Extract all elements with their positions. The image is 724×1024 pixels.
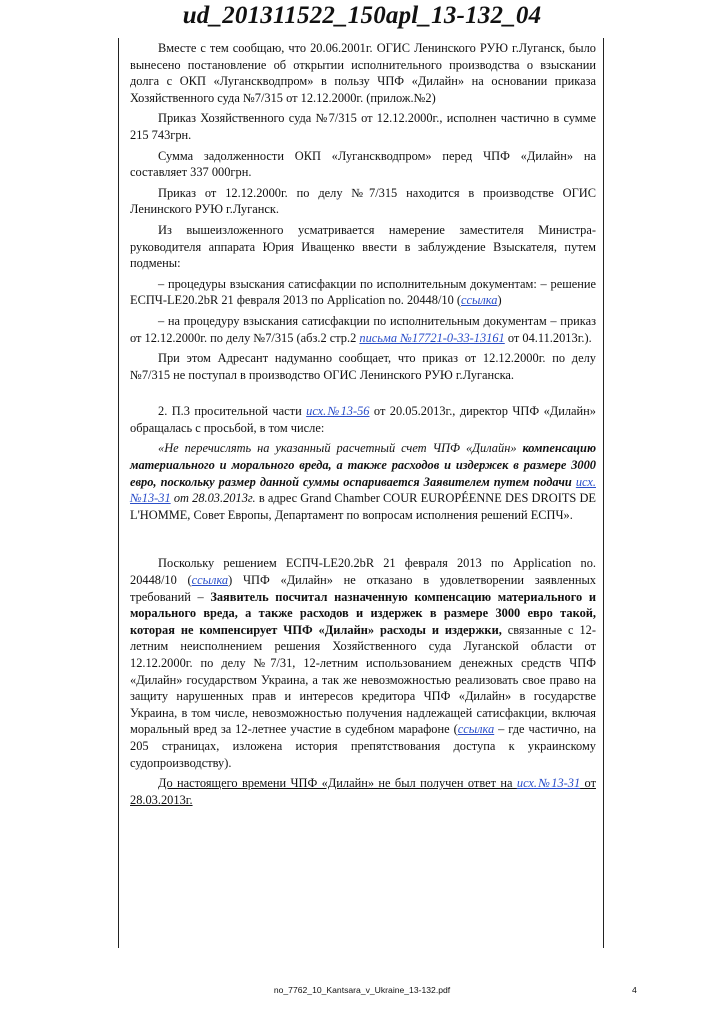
- paragraph: Из вышеизложенного усматривается намерение заместителя Министра-руководителя аппарата Юрия Иващенко ввести в заблуждение Взыскателя, путем подмены:: [130, 222, 596, 271]
- document-body: [130, 40, 596, 812]
- text-run-italic: от 28.03.2013г.: [170, 491, 256, 506]
- spacer: [130, 527, 596, 555]
- document-header-title: ud_201311522_150apl_13-132_04: [182, 2, 542, 29]
- paragraph-underlined: [130, 775, 596, 808]
- paragraph: [130, 555, 596, 771]
- paragraph: [130, 403, 596, 436]
- text-run: от 04.11.2013г.).: [504, 330, 592, 345]
- spacer: [130, 387, 596, 403]
- paragraph: [130, 276, 596, 309]
- paragraph: Сумма задолженности ОКП «Луганскводпром» перед ЧПФ «Дилайн» на составляет 337 000грн.: [130, 148, 596, 180]
- reference-link[interactable]: ссылка: [191, 573, 229, 588]
- paragraph: При этом Адресант надуманно сообщает, что приказ от 12.12.2000г. по делу №7/315 не поступал в производство ОГИС Ленинского РУЮ г.Луганска.: [130, 351, 596, 382]
- text-run: Поскольку решением ЕСПЧ-LE20.2bR 21 февраля 2013 по Application no. 20448/10 (: [130, 556, 596, 588]
- quoted-paragraph: [130, 440, 596, 523]
- paragraph: Вместе с тем сообщаю, что 20.06.2001г. ОГИС Ленинского РУЮ г.Луганск, было вынесено постановление об открытии исполнительного производства о взыскании долга с ОКП «Луганскводпром» в пользу ЧПФ «Дилайн» на основании приказа Хозяйственного суда №7/315 от 12.12.2000г. (прилож.№2): [130, 41, 596, 105]
- text-run: связанные с 12-летним неисполнением решения Хозяйственного суда Луганской области от 12.12.2000г. по делу №7/31, 12-летним использованием денежных средств ЧПФ «Дилайн» государством Украина, а так же невозможностью реализовать свое право на защиту нарушенных прав и интересов кредитора ЧПФ «Дилайн» в государстве Украина, в том числе, невозможностью получения надлежащей сатисфакции, включая моральный вред за 12-летнее участие в судебном марафоне (: [130, 622, 596, 737]
- reference-link[interactable]: ссылка: [461, 293, 498, 308]
- reference-link[interactable]: ссылка: [457, 722, 495, 737]
- text-run: от 20.05.2013г., директор ЧПФ «Дилайн» обращалась с просьбой, в том числе:: [130, 404, 596, 435]
- paragraph: Приказ от 12.12.2000г. по делу №7/315 находится в производстве ОГИС Ленинского РУЮ г.Луганск.: [130, 185, 596, 217]
- text-run-italic: «Не перечислять на указанный расчетный счет ЧПФ «Дилайн»: [158, 441, 523, 456]
- text-run: До настоящего времени ЧПФ «Дилайн» не был получен ответ на: [158, 776, 517, 791]
- text-run: – где частично, на 205 страницах, изложена история препятствования доступа к украинскому судопроизводству).: [130, 722, 596, 770]
- text-run-bold-italic: компенсацию материального и морального вреда, а также расходов и издержек в размере 3000 евро, поскольку размер данной суммы оспаривается Заявителем путем подачи: [130, 441, 596, 489]
- outgoing-letter-link[interactable]: исх.№13-31: [130, 474, 596, 506]
- outgoing-letter-link[interactable]: исх.№13-56: [306, 404, 370, 419]
- text-run-bold: Заявитель посчитал назначенную компенсацию материального и морального вреда, а также расходов и издержек в размере 3000 евро такой, которая не компенсирует ЧПФ «Дилайн» расходы и издержки,: [130, 589, 597, 637]
- outgoing-letter-link[interactable]: исх.№13-31: [516, 776, 581, 791]
- text-run: ) ЧПФ «Дилайн» не отказано в удовлетворении заявленных требований –: [130, 573, 596, 604]
- text-run: ): [497, 293, 502, 308]
- text-run: – на процедуру взыскания сатисфакции по исполнительным документам – приказ от 12.12.2000г. по делу №7/315 (абз.2 стр.2: [130, 313, 596, 345]
- text-run: от 28.03.2013г.: [130, 776, 596, 807]
- paragraph: [130, 313, 596, 346]
- text-run: в адрес Grand Chamber COUR EUROPÉENNE DES DROITS DE L'HOMME, Совет Европы, Департамент по вопросам исполнения решений ЕСПЧ».: [130, 491, 596, 522]
- text-run: – процедуры взыскания сатисфакции по исполнительным документам: – решение ЕСПЧ-LE20.2bR 21 февраля 2013 по Application no. 20448/10 (: [130, 276, 596, 308]
- page-number: 4: [632, 985, 637, 995]
- text-run: 2. П.3 просительной части: [158, 404, 307, 419]
- paragraph: Приказ Хозяйственного суда №7/315 от 12.12.2000г., исполнен частично в сумме 215 743грн.: [130, 111, 596, 142]
- footer-filename: no_7762_10_Kantsara_v_Ukraine_13-132.pdf: [273, 985, 451, 995]
- letter-link[interactable]: письма №17721-0-33-13161: [359, 330, 505, 345]
